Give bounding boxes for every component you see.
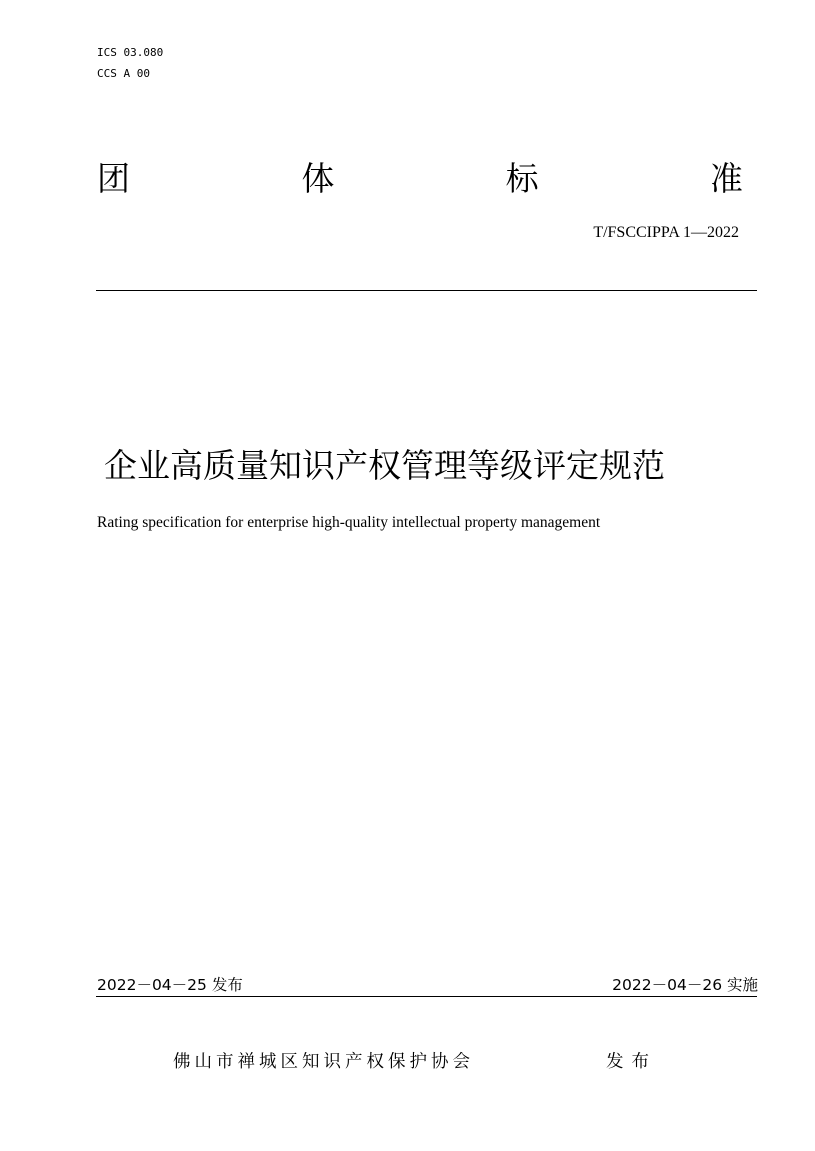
standard-type-heading <box>97 158 743 200</box>
standard-type-char: 标 <box>505 159 539 198</box>
publish-date: 2022－04－25 发布 <box>97 976 243 994</box>
standard-type-char: 团 <box>97 159 130 198</box>
publisher-name: 佛山市禅城区知识产权保护协会 <box>173 1052 474 1072</box>
classification-codes <box>97 42 163 84</box>
standard-type-char: 体 <box>301 159 335 198</box>
effective-date: 2022－04－26 实施 <box>612 976 758 994</box>
document-title: 企业高质量知识产权管理等级评定规范 <box>104 446 665 485</box>
dates-row <box>97 975 758 995</box>
standard-number: T/FSCCIPPA 1—2022 <box>593 224 739 241</box>
ics-code: ICS 03.080 <box>97 46 164 59</box>
issue-label: 发布 <box>606 1052 657 1072</box>
header-divider <box>96 290 757 291</box>
ccs-code: CCS A 00 <box>97 67 150 80</box>
footer-divider <box>96 996 757 997</box>
english-title: Rating specification for enterprise high-quality intellectual property management <box>97 514 601 531</box>
standard-type-char: 准 <box>709 159 743 198</box>
